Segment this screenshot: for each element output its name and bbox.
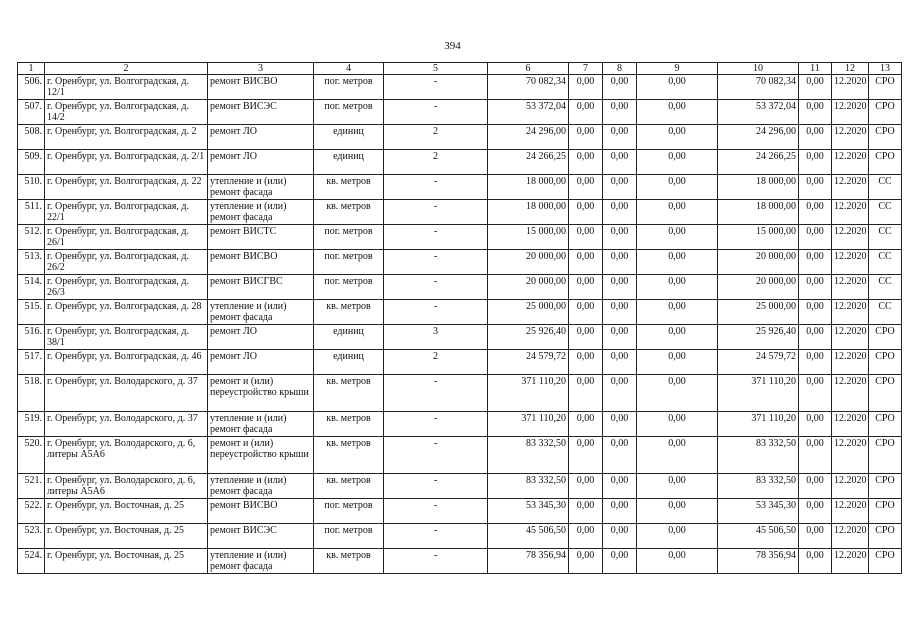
quantity-cell: 2 [384,150,488,175]
quantity-cell: - [384,375,488,412]
cost-col8-cell: 0,00 [603,549,637,574]
row-number: 509. [18,150,45,175]
cost-col9-cell: 0,00 [637,325,718,350]
cost-col9-cell: 0,00 [637,225,718,250]
address-cell: г. Оренбург, ул. Восточная, д. 25 [45,499,208,524]
work-type-cell: ремонт ЛО [208,325,314,350]
method-cell: СРО [869,524,902,549]
cost-col10-cell: 371 110,20 [718,375,799,412]
row-number: 515. [18,300,45,325]
column-header: 4 [314,63,384,75]
column-header: 8 [603,63,637,75]
cost-col11-cell: 0,00 [799,549,832,574]
row-number: 514. [18,275,45,300]
unit-cell: кв. метров [314,549,384,574]
cost-col10-cell: 70 082,34 [718,75,799,100]
table-row [18,275,902,300]
total-cost-cell: 78 356,94 [488,549,569,574]
column-header: 9 [637,63,718,75]
table-row [18,100,902,125]
work-type-cell: ремонт ВИСТС [208,225,314,250]
cost-col9-cell: 0,00 [637,499,718,524]
cost-col11-cell: 0,00 [799,499,832,524]
cost-col10-cell: 24 296,00 [718,125,799,150]
table-row [18,75,902,100]
cost-col10-cell: 20 000,00 [718,250,799,275]
quantity-cell: - [384,474,488,499]
cost-col7-cell: 0,00 [569,499,603,524]
work-type-cell: ремонт ЛО [208,125,314,150]
deadline-cell: 12.2020 [832,200,869,225]
unit-cell: кв. метров [314,300,384,325]
unit-cell: единиц [314,325,384,350]
row-number: 517. [18,350,45,375]
method-cell: СС [869,225,902,250]
cost-col9-cell: 0,00 [637,549,718,574]
cost-col10-cell: 20 000,00 [718,275,799,300]
total-cost-cell: 15 000,00 [488,225,569,250]
cost-col10-cell: 25 926,40 [718,325,799,350]
deadline-cell: 12.2020 [832,375,869,412]
method-cell: СС [869,275,902,300]
cost-col11-cell: 0,00 [799,437,832,474]
cost-col9-cell: 0,00 [637,150,718,175]
cost-col7-cell: 0,00 [569,225,603,250]
cost-col8-cell: 0,00 [603,437,637,474]
total-cost-cell: 53 372,04 [488,100,569,125]
cost-col11-cell: 0,00 [799,275,832,300]
method-cell: СС [869,175,902,200]
cost-col9-cell: 0,00 [637,175,718,200]
row-number: 513. [18,250,45,275]
unit-cell: кв. метров [314,474,384,499]
row-number: 522. [18,499,45,524]
work-type-cell: утепление и (или) ремонт фасада [208,200,314,225]
work-type-cell: утепление и (или) ремонт фасада [208,412,314,437]
deadline-cell: 12.2020 [832,412,869,437]
column-header: 6 [488,63,569,75]
cost-col9-cell: 0,00 [637,437,718,474]
row-number: 516. [18,325,45,350]
work-type-cell: ремонт и (или) переустройство крыши [208,437,314,474]
unit-cell: пог. метров [314,250,384,275]
cost-col8-cell: 0,00 [603,412,637,437]
work-type-cell: ремонт ВИСВО [208,499,314,524]
total-cost-cell: 24 266,25 [488,150,569,175]
row-number: 518. [18,375,45,412]
unit-cell: кв. метров [314,437,384,474]
deadline-cell: 12.2020 [832,549,869,574]
cost-col7-cell: 0,00 [569,200,603,225]
cost-col10-cell: 24 266,25 [718,150,799,175]
cost-col8-cell: 0,00 [603,100,637,125]
cost-col11-cell: 0,00 [799,325,832,350]
address-cell: г. Оренбург, ул. Волгоградская, д. 2 [45,125,208,150]
quantity-cell: - [384,75,488,100]
quantity-cell: - [384,524,488,549]
cost-col9-cell: 0,00 [637,350,718,375]
cost-col10-cell: 53 372,04 [718,100,799,125]
work-type-cell: ремонт ВИСЭС [208,524,314,549]
quantity-cell: - [384,300,488,325]
method-cell: СС [869,250,902,275]
cost-col8-cell: 0,00 [603,474,637,499]
address-cell: г. Оренбург, ул. Волгоградская, д. 14/2 [45,100,208,125]
work-type-cell: ремонт ВИСВО [208,75,314,100]
work-type-cell: ремонт ЛО [208,150,314,175]
total-cost-cell: 371 110,20 [488,412,569,437]
unit-cell: пог. метров [314,225,384,250]
header-row [18,63,902,75]
deadline-cell: 12.2020 [832,150,869,175]
total-cost-cell: 70 082,34 [488,75,569,100]
table-row [18,524,902,549]
total-cost-cell: 83 332,50 [488,437,569,474]
method-cell: СРО [869,375,902,412]
quantity-cell: - [384,549,488,574]
cost-col8-cell: 0,00 [603,200,637,225]
cost-col10-cell: 371 110,20 [718,412,799,437]
table-row [18,350,902,375]
cost-col11-cell: 0,00 [799,300,832,325]
column-header: 7 [569,63,603,75]
cost-col11-cell: 0,00 [799,175,832,200]
work-type-cell: ремонт ЛО [208,350,314,375]
row-number: 510. [18,175,45,200]
method-cell: СРО [869,549,902,574]
work-type-cell: утепление и (или) ремонт фасада [208,549,314,574]
cost-col8-cell: 0,00 [603,499,637,524]
cost-col7-cell: 0,00 [569,325,603,350]
method-cell: СРО [869,474,902,499]
deadline-cell: 12.2020 [832,75,869,100]
table-row [18,499,902,524]
unit-cell: пог. метров [314,75,384,100]
unit-cell: кв. метров [314,412,384,437]
cost-col10-cell: 15 000,00 [718,225,799,250]
total-cost-cell: 24 296,00 [488,125,569,150]
row-number: 506. [18,75,45,100]
quantity-cell: 3 [384,325,488,350]
cost-col7-cell: 0,00 [569,150,603,175]
method-cell: СРО [869,350,902,375]
cost-col9-cell: 0,00 [637,375,718,412]
unit-cell: кв. метров [314,200,384,225]
cost-col8-cell: 0,00 [603,150,637,175]
deadline-cell: 12.2020 [832,275,869,300]
total-cost-cell: 24 579,72 [488,350,569,375]
quantity-cell: - [384,175,488,200]
cost-col11-cell: 0,00 [799,412,832,437]
row-number: 512. [18,225,45,250]
column-header: 12 [832,63,869,75]
cost-col11-cell: 0,00 [799,375,832,412]
cost-col9-cell: 0,00 [637,100,718,125]
deadline-cell: 12.2020 [832,524,869,549]
address-cell: г. Оренбург, ул. Волгоградская, д. 26/3 [45,275,208,300]
address-cell: г. Оренбург, ул. Володарского, д. 37 [45,375,208,412]
cost-col8-cell: 0,00 [603,300,637,325]
total-cost-cell: 83 332,50 [488,474,569,499]
column-header: 3 [208,63,314,75]
work-type-cell: ремонт и (или) переустройство крыши [208,375,314,412]
address-cell: г. Оренбург, ул. Волгоградская, д. 12/1 [45,75,208,100]
cost-col10-cell: 24 579,72 [718,350,799,375]
row-number: 524. [18,549,45,574]
cost-col10-cell: 45 506,50 [718,524,799,549]
unit-cell: пог. метров [314,275,384,300]
method-cell: СРО [869,437,902,474]
unit-cell: единиц [314,150,384,175]
cost-col8-cell: 0,00 [603,275,637,300]
deadline-cell: 12.2020 [832,437,869,474]
quantity-cell: - [384,499,488,524]
cost-col8-cell: 0,00 [603,375,637,412]
cost-col9-cell: 0,00 [637,275,718,300]
table-body [18,75,902,574]
cost-col8-cell: 0,00 [603,225,637,250]
deadline-cell: 12.2020 [832,100,869,125]
work-type-cell: ремонт ВИСГВС [208,275,314,300]
column-header: 13 [869,63,902,75]
cost-col7-cell: 0,00 [569,250,603,275]
cost-col7-cell: 0,00 [569,300,603,325]
row-number: 521. [18,474,45,499]
cost-col11-cell: 0,00 [799,150,832,175]
unit-cell: кв. метров [314,375,384,412]
cost-col7-cell: 0,00 [569,375,603,412]
cost-col11-cell: 0,00 [799,125,832,150]
cost-col7-cell: 0,00 [569,75,603,100]
cost-col10-cell: 78 356,94 [718,549,799,574]
column-header: 11 [799,63,832,75]
row-number: 523. [18,524,45,549]
row-number: 507. [18,100,45,125]
quantity-cell: 2 [384,125,488,150]
total-cost-cell: 20 000,00 [488,250,569,275]
cost-col7-cell: 0,00 [569,350,603,375]
unit-cell: пог. метров [314,100,384,125]
quantity-cell: - [384,275,488,300]
work-type-cell: утепление и (или) ремонт фасада [208,300,314,325]
cost-col10-cell: 53 345,30 [718,499,799,524]
address-cell: г. Оренбург, ул. Волгоградская, д. 28 [45,300,208,325]
table-row [18,412,902,437]
total-cost-cell: 371 110,20 [488,375,569,412]
row-number: 508. [18,125,45,150]
address-cell: г. Оренбург, ул. Володарского, д. 6, литеры А5А6 [45,437,208,474]
total-cost-cell: 18 000,00 [488,200,569,225]
address-cell: г. Оренбург, ул. Волгоградская, д. 2/1 [45,150,208,175]
cost-col9-cell: 0,00 [637,474,718,499]
method-cell: СРО [869,150,902,175]
quantity-cell: - [384,412,488,437]
address-cell: г. Оренбург, ул. Волгоградская, д. 46 [45,350,208,375]
address-cell: г. Оренбург, ул. Володарского, д. 6, литеры А5А6 [45,474,208,499]
cost-col10-cell: 83 332,50 [718,474,799,499]
method-cell: СРО [869,499,902,524]
cost-col11-cell: 0,00 [799,75,832,100]
cost-col11-cell: 0,00 [799,474,832,499]
work-type-cell: ремонт ВИСВО [208,250,314,275]
unit-cell: пог. метров [314,524,384,549]
row-number: 511. [18,200,45,225]
address-cell: г. Оренбург, ул. Волгоградская, д. 38/1 [45,325,208,350]
table-row [18,549,902,574]
cost-col10-cell: 83 332,50 [718,437,799,474]
cost-col10-cell: 25 000,00 [718,300,799,325]
cost-col7-cell: 0,00 [569,474,603,499]
cost-col7-cell: 0,00 [569,412,603,437]
address-cell: г. Оренбург, ул. Волгоградская, д. 22 [45,175,208,200]
quantity-cell: - [384,250,488,275]
unit-cell: пог. метров [314,499,384,524]
cost-col7-cell: 0,00 [569,549,603,574]
cost-col10-cell: 18 000,00 [718,200,799,225]
work-type-cell: ремонт ВИСЭС [208,100,314,125]
table-row [18,175,902,200]
deadline-cell: 12.2020 [832,175,869,200]
address-cell: г. Оренбург, ул. Волгоградская, д. 26/2 [45,250,208,275]
cost-col9-cell: 0,00 [637,125,718,150]
cost-col8-cell: 0,00 [603,524,637,549]
address-cell: г. Оренбург, ул. Володарского, д. 37 [45,412,208,437]
row-number: 520. [18,437,45,474]
total-cost-cell: 53 345,30 [488,499,569,524]
unit-cell: кв. метров [314,175,384,200]
unit-cell: единиц [314,350,384,375]
cost-col8-cell: 0,00 [603,250,637,275]
deadline-cell: 12.2020 [832,250,869,275]
total-cost-cell: 18 000,00 [488,175,569,200]
column-header: 2 [45,63,208,75]
cost-col11-cell: 0,00 [799,100,832,125]
cost-col8-cell: 0,00 [603,325,637,350]
cost-col7-cell: 0,00 [569,125,603,150]
quantity-cell: - [384,200,488,225]
deadline-cell: 12.2020 [832,300,869,325]
address-cell: г. Оренбург, ул. Волгоградская, д. 22/1 [45,200,208,225]
cost-col8-cell: 0,00 [603,125,637,150]
table-row [18,474,902,499]
method-cell: СС [869,300,902,325]
method-cell: СС [869,200,902,225]
method-cell: СРО [869,125,902,150]
quantity-cell: 2 [384,350,488,375]
table-row [18,225,902,250]
work-type-cell: утепление и (или) ремонт фасада [208,474,314,499]
deadline-cell: 12.2020 [832,350,869,375]
cost-col7-cell: 0,00 [569,524,603,549]
address-cell: г. Оренбург, ул. Восточная, д. 25 [45,524,208,549]
cost-col9-cell: 0,00 [637,524,718,549]
work-type-cell: утепление и (или) ремонт фасада [208,175,314,200]
quantity-cell: - [384,225,488,250]
deadline-cell: 12.2020 [832,125,869,150]
cost-col8-cell: 0,00 [603,75,637,100]
quantity-cell: - [384,437,488,474]
method-cell: СРО [869,325,902,350]
quantity-cell: - [384,100,488,125]
register-table [17,62,902,574]
table-row [18,437,902,474]
cost-col8-cell: 0,00 [603,175,637,200]
cost-col11-cell: 0,00 [799,524,832,549]
table-row [18,125,902,150]
deadline-cell: 12.2020 [832,325,869,350]
unit-cell: единиц [314,125,384,150]
table-row [18,325,902,350]
column-header: 5 [384,63,488,75]
total-cost-cell: 20 000,00 [488,275,569,300]
cost-col10-cell: 18 000,00 [718,175,799,200]
table-row [18,200,902,225]
cost-col7-cell: 0,00 [569,437,603,474]
table-row [18,300,902,325]
column-header: 1 [18,63,45,75]
cost-col9-cell: 0,00 [637,200,718,225]
cost-col11-cell: 0,00 [799,350,832,375]
total-cost-cell: 45 506,50 [488,524,569,549]
cost-col7-cell: 0,00 [569,100,603,125]
cost-col8-cell: 0,00 [603,350,637,375]
address-cell: г. Оренбург, ул. Восточная, д. 25 [45,549,208,574]
cost-col11-cell: 0,00 [799,250,832,275]
cost-col11-cell: 0,00 [799,225,832,250]
table-row [18,375,902,412]
cost-col9-cell: 0,00 [637,75,718,100]
cost-col7-cell: 0,00 [569,275,603,300]
method-cell: СРО [869,412,902,437]
deadline-cell: 12.2020 [832,225,869,250]
method-cell: СРО [869,100,902,125]
address-cell: г. Оренбург, ул. Волгоградская, д. 26/1 [45,225,208,250]
row-number: 519. [18,412,45,437]
table-row [18,250,902,275]
cost-col7-cell: 0,00 [569,175,603,200]
column-header: 10 [718,63,799,75]
deadline-cell: 12.2020 [832,499,869,524]
cost-col9-cell: 0,00 [637,250,718,275]
cost-col9-cell: 0,00 [637,412,718,437]
page-number: 394 [444,40,461,52]
method-cell: СРО [869,75,902,100]
total-cost-cell: 25 926,40 [488,325,569,350]
cost-col11-cell: 0,00 [799,200,832,225]
total-cost-cell: 25 000,00 [488,300,569,325]
cost-col9-cell: 0,00 [637,300,718,325]
table-row [18,150,902,175]
deadline-cell: 12.2020 [832,474,869,499]
